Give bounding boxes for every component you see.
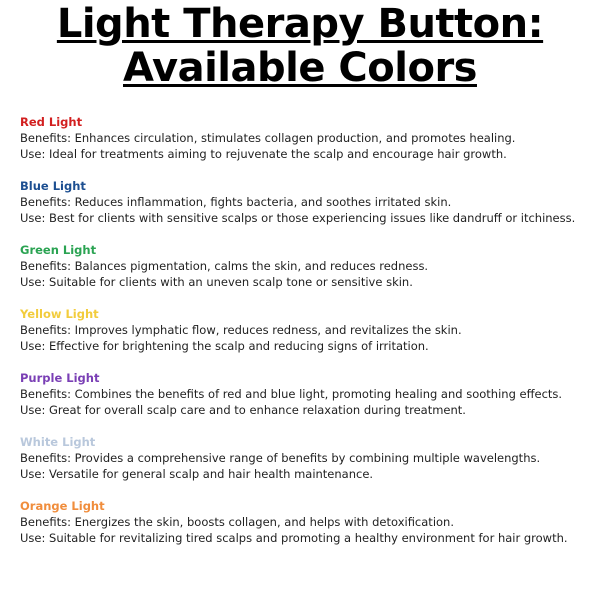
color-heading: Purple Light xyxy=(20,371,100,385)
title-line-1: Light Therapy Button: xyxy=(56,1,544,47)
color-use: Use: Suitable for clients with an uneven scalp tone or sensitive skin. xyxy=(20,275,413,289)
color-heading: Green Light xyxy=(20,243,97,257)
color-use: Use: Best for clients with sensitive scalps or those experiencing issues like dandruff or itchiness. xyxy=(20,211,576,225)
color-heading: Red Light xyxy=(20,115,83,129)
color-section-blue xyxy=(20,178,590,242)
color-heading: White Light xyxy=(20,435,96,449)
color-list xyxy=(20,114,590,562)
color-use: Use: Suitable for revitalizing tired scalps and promoting a healthy environment for hair growth. xyxy=(20,531,568,545)
color-benefits: Benefits: Combines the benefits of red and blue light, promoting healing and soothing effects. xyxy=(20,387,563,401)
color-benefits: Benefits: Enhances circulation, stimulates collagen production, and promotes healing. xyxy=(20,131,516,145)
color-use: Use: Versatile for general scalp and hair health maintenance. xyxy=(20,467,374,481)
color-benefits: Benefits: Balances pigmentation, calms the skin, and reduces redness. xyxy=(20,259,429,273)
title-line-2: Available Colors xyxy=(123,45,477,91)
color-section-yellow xyxy=(20,306,590,370)
color-section-red xyxy=(20,114,590,178)
color-benefits: Benefits: Improves lymphatic flow, reduces redness, and revitalizes the skin. xyxy=(20,323,462,337)
color-section-orange xyxy=(20,498,590,562)
page-title xyxy=(0,2,600,90)
color-section-purple xyxy=(20,370,590,434)
color-section-white xyxy=(20,434,590,498)
color-use: Use: Great for overall scalp care and to enhance relaxation during treatment. xyxy=(20,403,466,417)
color-section-green xyxy=(20,242,590,306)
color-heading: Orange Light xyxy=(20,499,105,513)
color-benefits: Benefits: Provides a comprehensive range of benefits by combining multiple wavelengths. xyxy=(20,451,541,465)
color-benefits: Benefits: Reduces inflammation, fights bacteria, and soothes irritated skin. xyxy=(20,195,452,209)
color-heading: Yellow Light xyxy=(20,307,99,321)
color-use: Use: Effective for brightening the scalp and reducing signs of irritation. xyxy=(20,339,429,353)
color-use: Use: Ideal for treatments aiming to rejuvenate the scalp and encourage hair growth. xyxy=(20,147,507,161)
color-benefits: Benefits: Energizes the skin, boosts collagen, and helps with detoxification. xyxy=(20,515,454,529)
color-heading: Blue Light xyxy=(20,179,86,193)
